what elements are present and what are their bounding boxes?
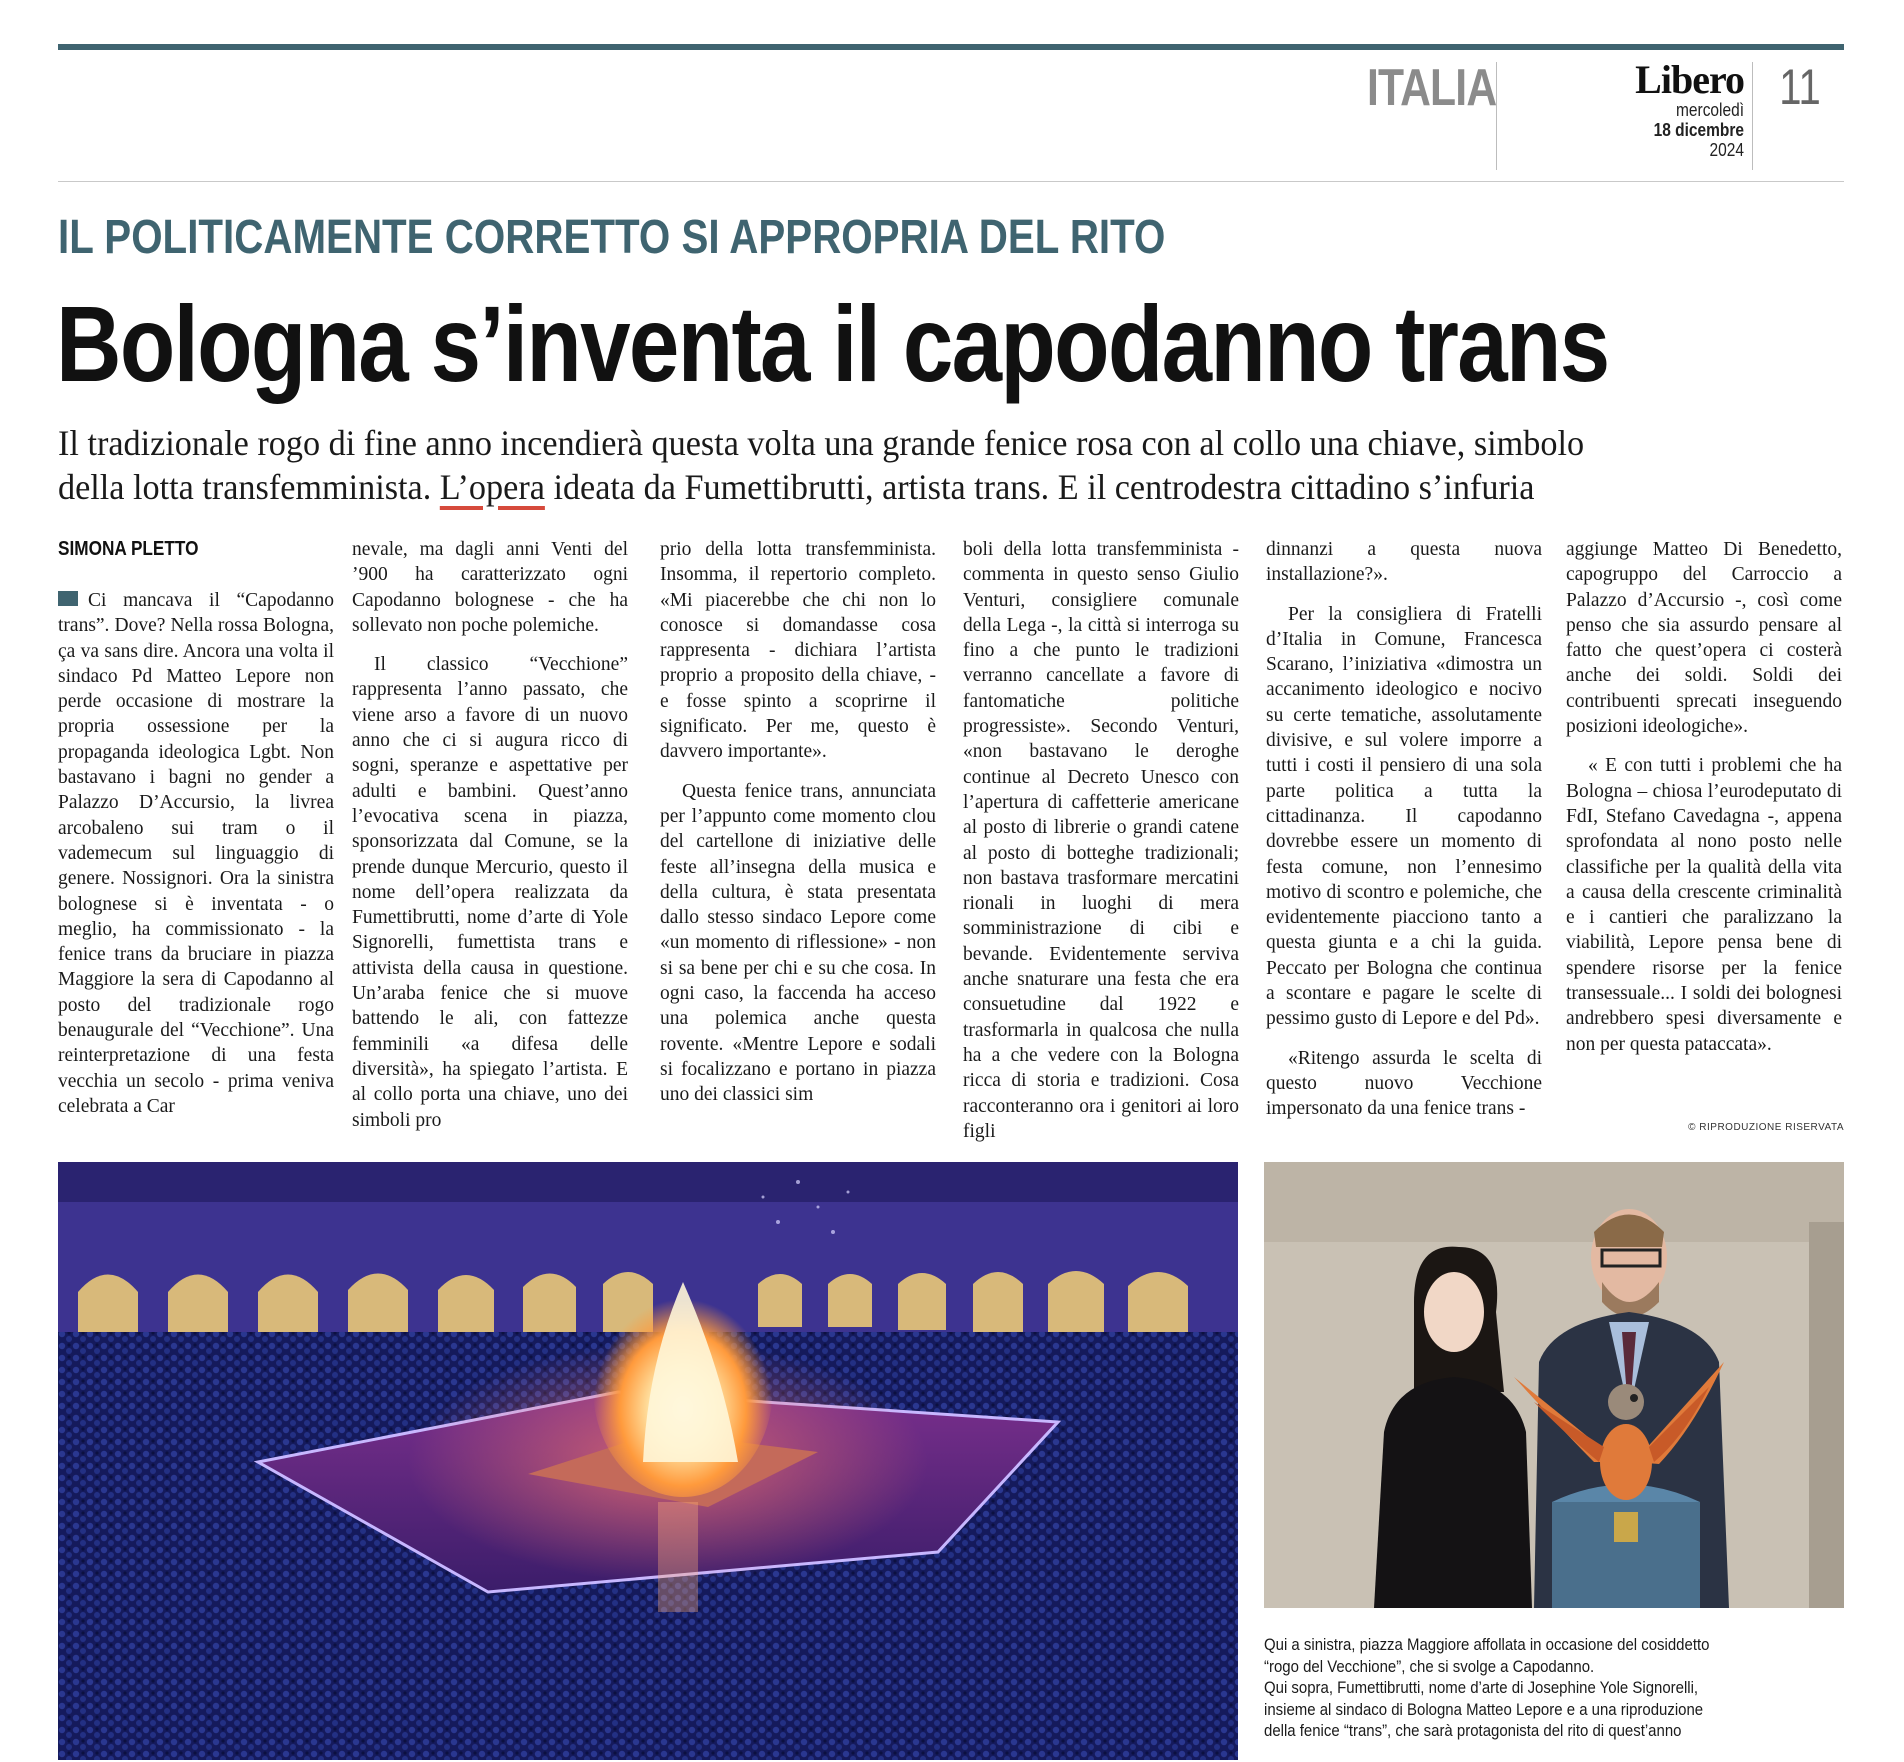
deck-text: della lotta transfemminista.	[58, 467, 440, 507]
body-text: dinnanzi a questa nuova installazione?».	[1266, 539, 1542, 586]
caption-line: Qui sopra, Fumettibrutti, nome d’arte di Josephine Yole Signorelli,	[1264, 1678, 1699, 1697]
body-paragraph	[963, 537, 1239, 1144]
issue-day: mercoledì	[1676, 100, 1744, 120]
masthead-divider	[1496, 62, 1497, 170]
photo-caption	[1264, 1634, 1844, 1742]
deck-underlined-text: L’opera	[439, 467, 545, 507]
body-paragraph	[660, 779, 936, 1108]
article-deck	[58, 421, 1848, 509]
article-column-1	[58, 588, 334, 1119]
body-paragraph	[660, 537, 936, 765]
article-column-4	[963, 537, 1239, 1144]
body-paragraph	[58, 588, 334, 1119]
copyright-notice: © RIPRODUZIONE RISERVATA	[1688, 1122, 1844, 1133]
body-paragraph	[1266, 1046, 1542, 1122]
caption-line: “rogo del Vecchione”, che si svolge a Capodanno.	[1264, 1656, 1595, 1676]
byline: SIMONA PLETTO	[58, 538, 199, 560]
page-number-divider	[1752, 62, 1753, 170]
article-column-6	[1566, 537, 1842, 1057]
body-text: prio della lotta transfemminista. Insomma, il repertorio completo. «Mi piacerebbe che chi non lo conosce si domandasse cosa rappresenta - dichiara l’artista proprio a proposito della chiave, - e fosse spinto a scoprirne il significato. Per me, questo è davvero importante».	[660, 539, 936, 763]
article-headline: Bologna s’inventa il capodanno trans	[56, 283, 1609, 404]
article-column-3	[660, 537, 936, 1108]
body-paragraph	[352, 652, 628, 1133]
deck-text: ideata da Fumettibrutti, artista trans. E il centrodestra cittadino s’infuria	[544, 467, 1535, 507]
body-text: aggiunge Matteo Di Benedetto, capogruppo del Carroccio a Palazzo d’Accursio -, così come penso che sia assurdo pensare al fatto che quest’opera ci costerà anche dei soldi. Soldi dei contribuenti sprecati inseguendo posizioni ideologiche».	[1566, 539, 1842, 738]
deck-line-1: Il tradizionale rogo di fine anno incendierà questa volta una grande fenice rosa con al collo una chiave, simbolo	[58, 423, 1585, 463]
body-text: boli della lotta transfemminista - commenta in questo senso Giulio Venturi, consigliere comunale della Lega -, la città si interroga su fino a che punto le tradizioni verranno cancellate a favore di fantomatiche politiche progressiste». Secondo Venturi, «non bastavano le deroghe continue al Decreto Unesco con l’apertura di caffetterie americane al posto di librerie o grandi catene al posto di botteghe tradizionali; non bastava trasformare mercatini rionali in luoghi di mera somministrazione di cibi e bevande. Evidentemente serviva anche snaturare una festa che era consuetudine dal 1922 e trasformarla in qualcosa che nulla ha a che vedere con la Bologna ricca di storia e tradizioni. Cosa racconteranno ora i genitori ai loro figli	[963, 539, 1239, 1142]
lead-square-icon	[58, 591, 78, 606]
body-paragraph	[1266, 537, 1542, 588]
body-paragraph	[1566, 753, 1842, 1057]
masthead-brand	[1500, 57, 1744, 160]
page-number: 11	[1779, 59, 1821, 115]
body-text: Il classico “Vecchione” rappresenta l’anno passato, che viene arso a favore di un nuovo anno che ci si augura ricco di sogni, speranze e aspettative per adulti e bambini. Quest’anno l’evocativa scena in piazza, sponsorizzata dal Comune, se la prende dunque Mercurio, questo il nome dell’opera realizzata da Fumettibrutti, nome d’arte di Yole Signorelli, fumettista trans e attivista della causa in questione. Un’araba fenice che si muove battendo le ali, con fattezze femminili «a difesa delle diversità», ha spiegato l’artista. E al collo porta una chiave, uno dei simboli pro	[352, 654, 628, 1131]
issue-year: 2024	[1709, 140, 1744, 160]
issue-date: 18 dicembre	[1653, 120, 1744, 140]
masthead-rule	[58, 181, 1844, 182]
body-text: « E con tutti i problemi che ha Bologna – chiosa l’eurodeputato di FdI, Stefano Cavedagna -, appena sprofondata al nono posto nelle classifiche per la qualità della vita a causa della crescente criminalità e i cantieri che paralizzano la viabilità, Lepore pensa bene di spendere risorse per la fenice transessuale... I soldi dei bolognesi andrebbero spesi diversamente e non per questa pataccata».	[1566, 755, 1842, 1055]
caption-line: Qui a sinistra, piazza Maggiore affollata in occasione del cosiddetto	[1264, 1635, 1710, 1654]
body-text: Ci mancava il “Capodanno trans”. Dove? Nella rossa Bologna, ça va sans dire. Ancora una volta il sindaco Pd Matteo Lepore non perde occasione di mostrare la propria ossessione per la propaganda ideologica Lgbt. Non bastavano i bagni no gender a Palazzo D’Accursio, la livrea arcobaleno sui tram o il vademecum sul linguaggio di genere. Nossignori. Ora la sinistra bolognese si è inventata - o meglio, ha commissionato - la fenice trans da bruciare in piazza Maggiore la sera di Capodanno al posto del tradizionale rogo benaugurale del “Vecchione”. Una reinterpretazione di una festa vecchia un secolo - prima veniva celebrata a Car	[58, 590, 334, 1117]
deck-line-2	[58, 465, 1759, 509]
body-text: «Ritengo assurda le scelta di questo nuovo Vecchione impersonato da una fenice trans -	[1266, 1047, 1542, 1120]
body-paragraph	[352, 537, 628, 638]
piazza-photo	[58, 1162, 1238, 1760]
caption-line: della fenice “trans”, che sarà protagonista del rito di quest’anno	[1264, 1721, 1682, 1740]
body-text: Per la consigliera di Fratelli d’Italia in Comune, Francesca Scarano, l’iniziativa «dimostra un accanimento ideologico e nocivo su certe tematiche, assolutamente divisive, e sul volere imporre a tutti i costi il pensiero di una sola parte politica a tutta la cittadinanza. Il capodanno dovrebbe essere un momento di festa comune, non l’ennesimo motivo di scontro e polemiche, che evidentemente piacciono tanto a questa giunta e a chi la guida. Peccato per Bologna che continua a scontare e pagare le scelte di pessimo gusto di Lepore e del Pd».	[1266, 603, 1542, 1030]
portrait-photo	[1264, 1162, 1844, 1608]
caption-line: insieme al sindaco di Bologna Matteo Lepore e a una riproduzione	[1264, 1699, 1704, 1719]
body-paragraph	[1566, 537, 1842, 739]
body-paragraph	[1266, 602, 1542, 1032]
article-kicker: IL POLITICAMENTE CORRETTO SI APPROPRIA DEL RITO	[58, 211, 1166, 264]
body-text: nevale, ma dagli anni Venti del ’900 ha caratterizzato ogni Capodanno bolognese - che ha sollevato non poche polemiche.	[352, 539, 628, 636]
body-text: Questa fenice trans, annunciata per l’appunto come momento clou del cartellone di iniziative delle feste all’insegna della musica e della cultura, è stata presentata dallo stesso sindaco Lepore come «un momento di riflessione» - non si sa bene per chi e su che cosa. In ogni caso, la faccenda ha acceso una polemica anche questa rovente. «Mentre Lepore e sodali si focalizzano e portano in piazza uno dei classici sim	[660, 780, 936, 1106]
top-rule	[58, 44, 1844, 50]
article-column-2	[352, 537, 628, 1133]
section-label: ITALIA	[1367, 59, 1497, 117]
brand-logo: Libero	[1635, 57, 1744, 102]
article-column-5	[1266, 537, 1542, 1122]
